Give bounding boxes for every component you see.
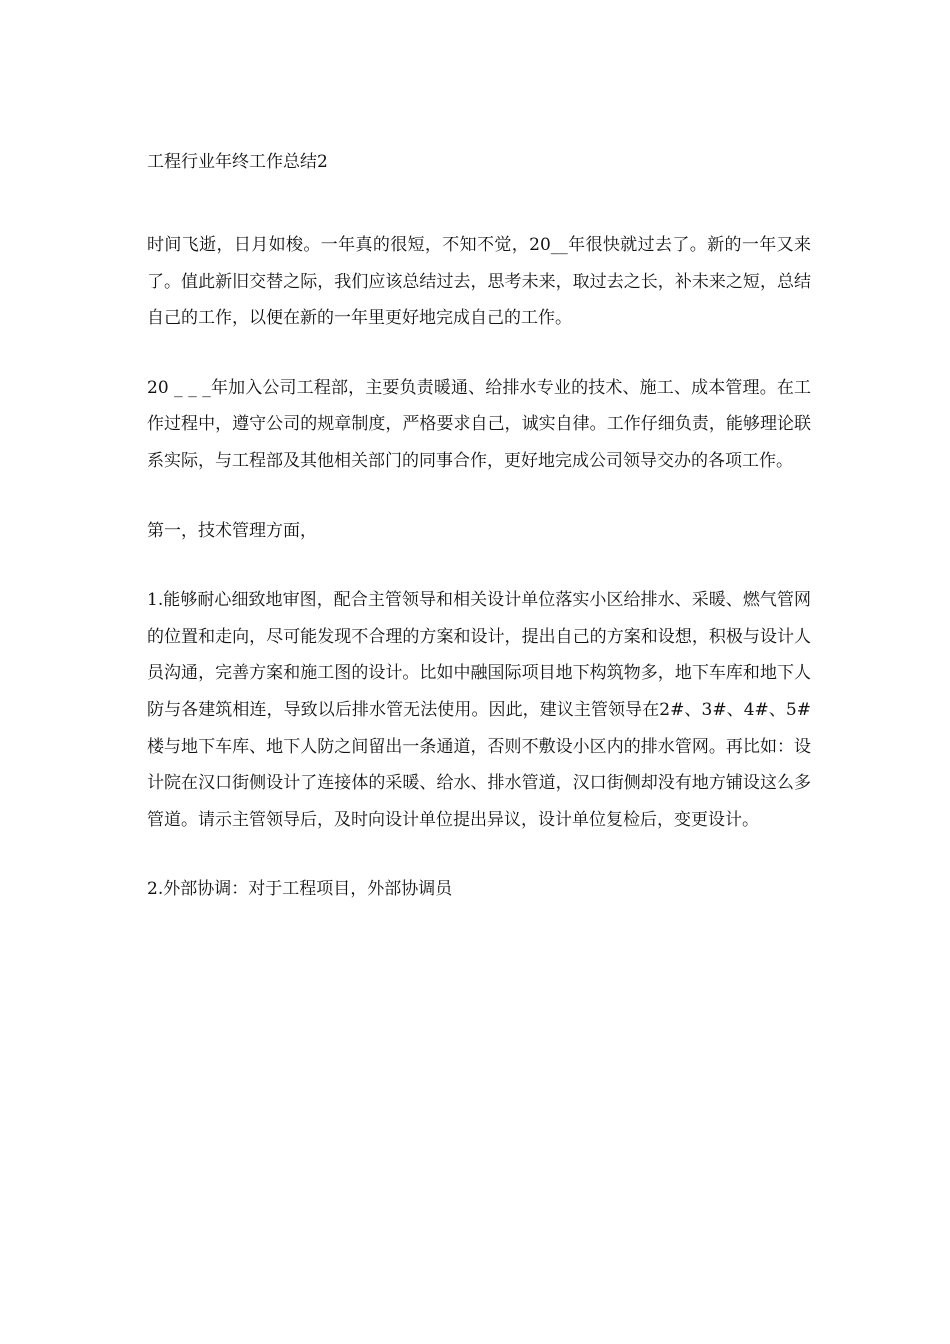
document-body xyxy=(147,150,811,908)
paragraph-intro: 时间飞逝，日月如梭。一年真的很短，不知不觉，20__年很快就过去了。新的一年又来了。值此新旧交替之际，我们应该总结过去，思考未来，取过去之长，补未来之短，总结自己的工作，以便在新的一年里更好地完成自己的工作。 xyxy=(147,235,811,329)
paragraph-item-1: 1.能够耐心细致地审图，配合主管领导和相关设计单位落实小区给排水、采暖、燃气管网的位置和走向，尽可能发现不合理的方案和设计，提出自己的方案和设想，积极与设计人员沟通，完善方案和施工图的设计。比如中融国际项目地下构筑物多，地下车库和地下人防与各建筑相连，导致以后排水管无法使用。因此，建议主管领导在2#、3#、4#、5#楼与地下车库、地下人防之间留出一条通道，否则不敷设小区内的排水管网。再比如：设计院在汉口街侧设计了连接体的采暖、给水、排水管道，汉口街侧却没有地方铺设这么多管道。请示主管领导后，及时向设计单位提出异议，设计单位复检后，变更设计。 xyxy=(147,590,811,830)
section-heading-technical: 第一，技术管理方面， xyxy=(147,520,317,541)
document-title: 工程行业年终工作总结2 xyxy=(147,152,328,172)
paragraph-role: 20 _ _ _年加入公司工程部，主要负责暖通、给排水专业的技术、施工、成本管理。在工作过程中，遵守公司的规章制度，严格要求自己，诚实自律。工作仔细负责，能够理论联系实际，与工程部及其他相关部门的同事合作，更好地完成公司领导交办的各项工作。 xyxy=(147,377,811,471)
paragraph-item-2: 2.外部协调：对于工程项目，外部协调员 xyxy=(147,879,453,900)
